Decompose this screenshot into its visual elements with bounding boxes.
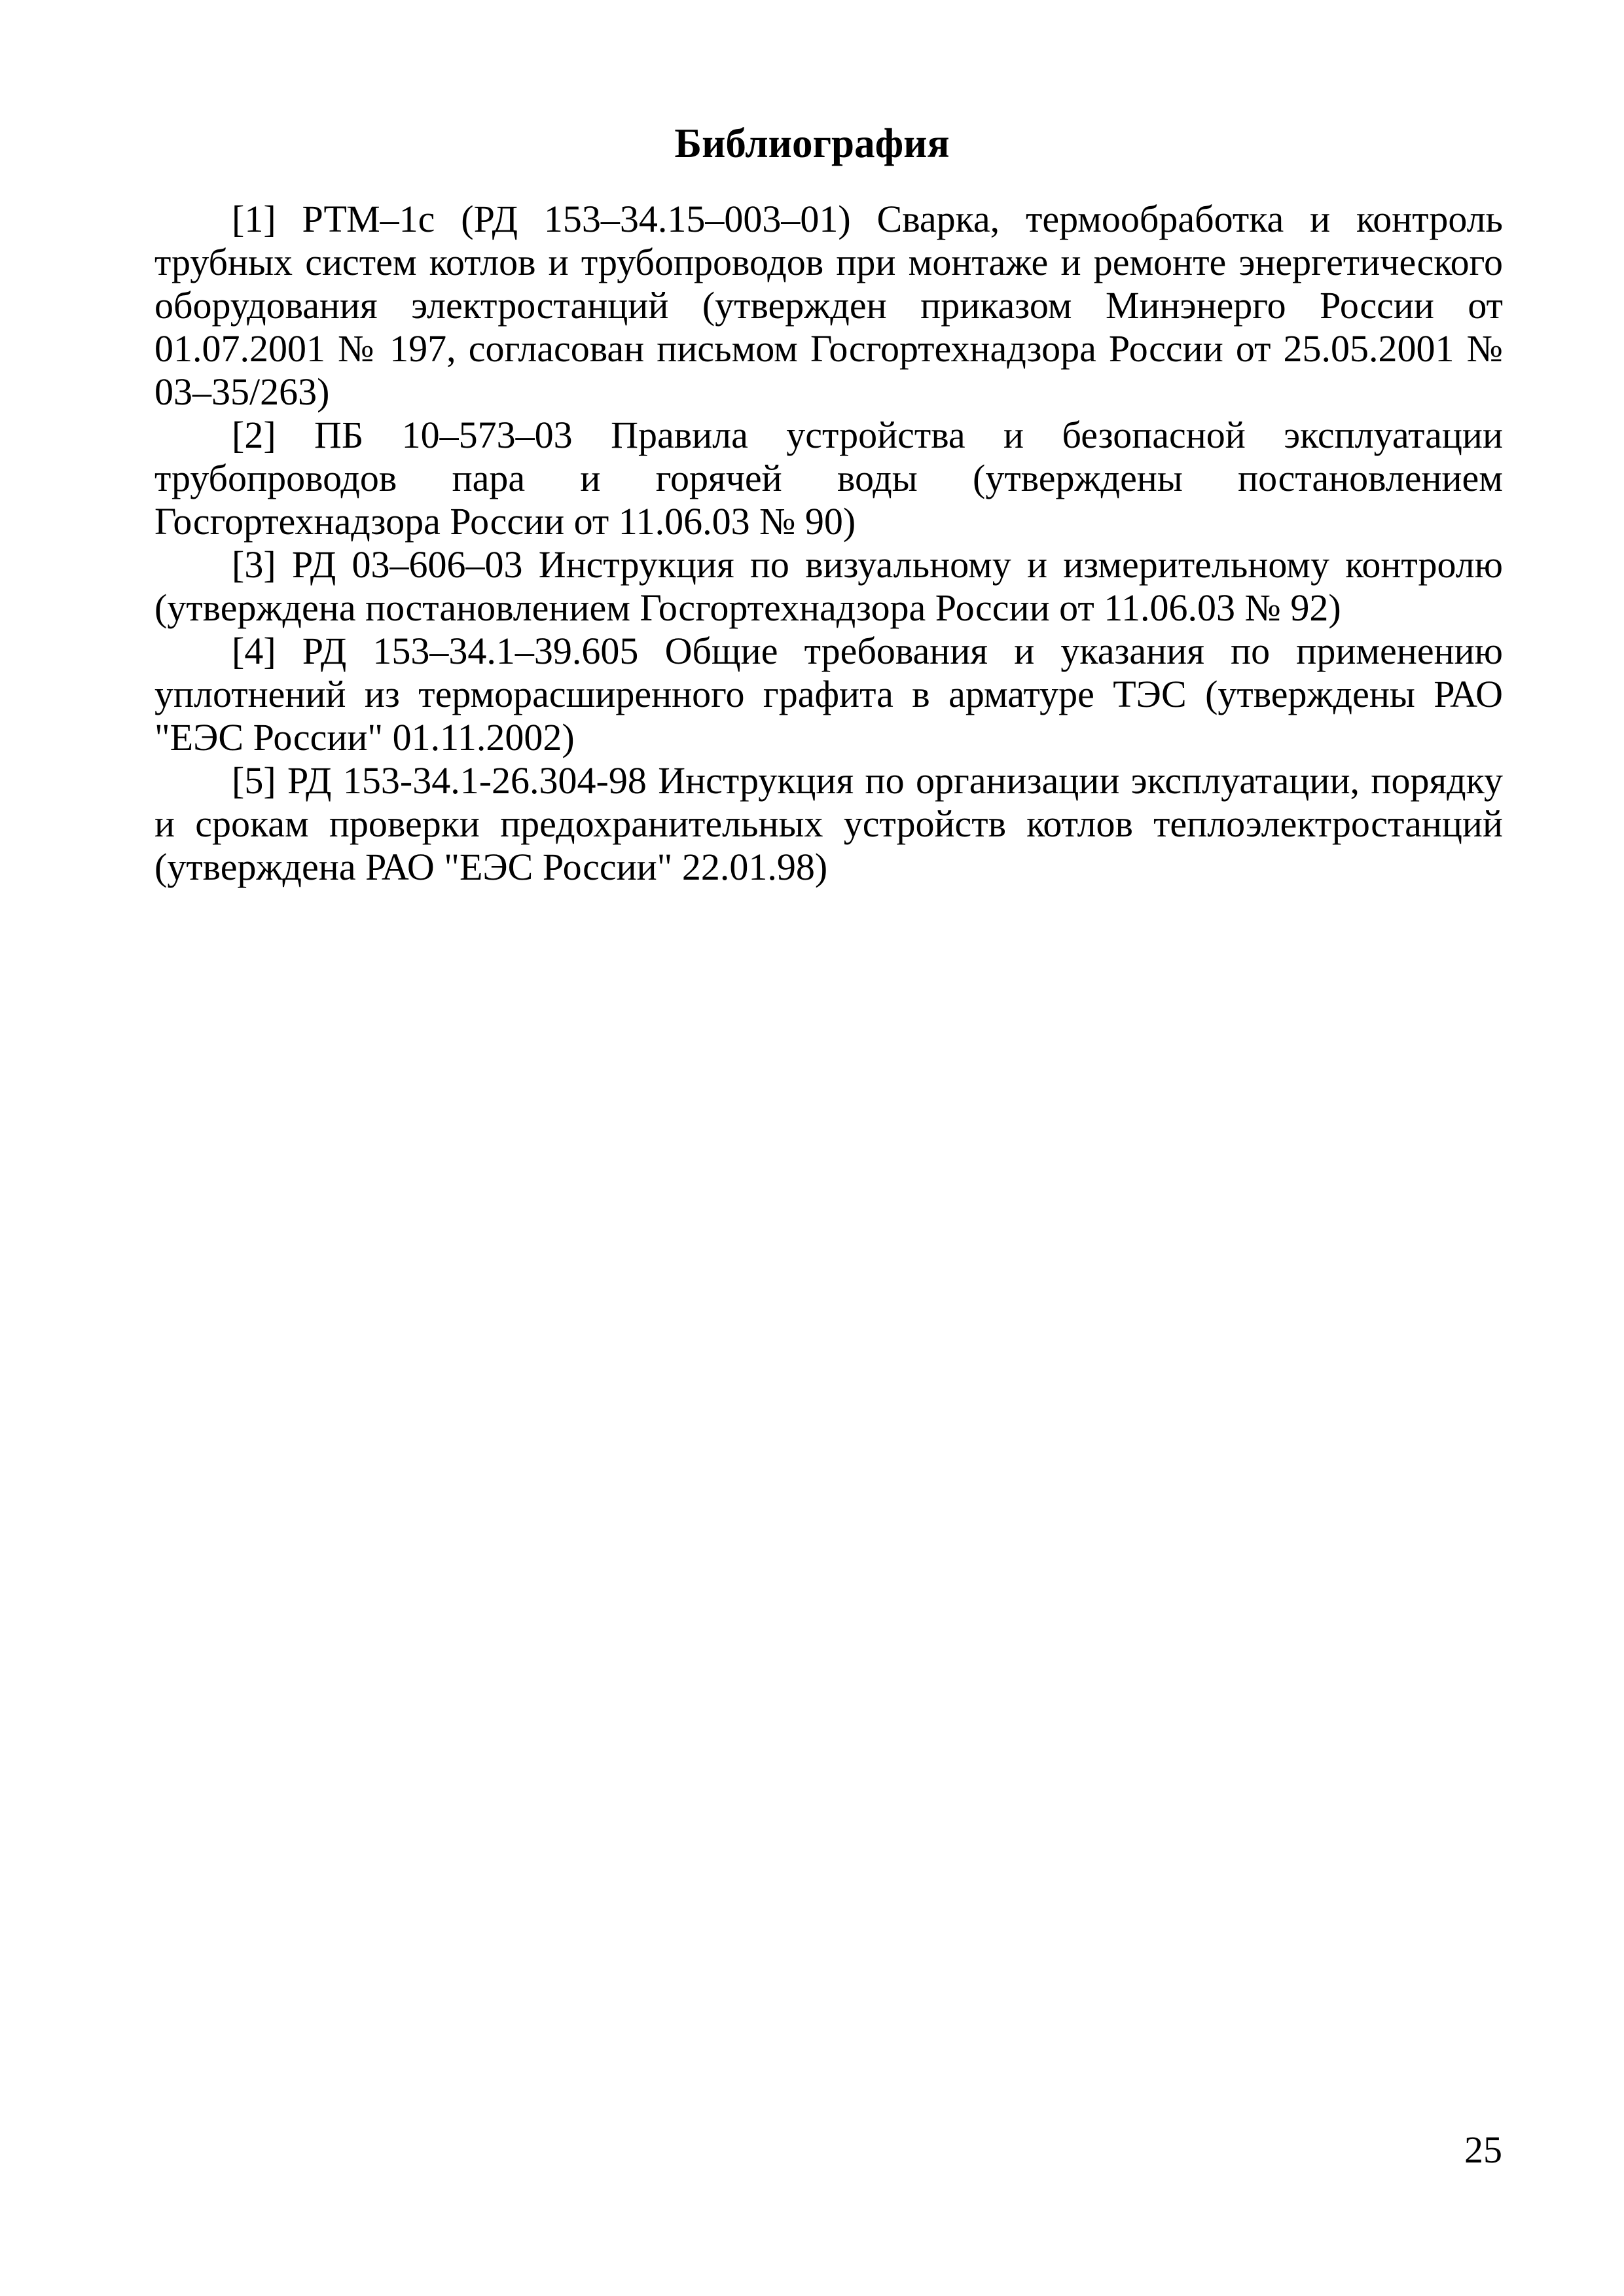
- page-number: 25: [1464, 2128, 1502, 2171]
- page-title: Библиография: [674, 120, 950, 166]
- bibliography-entry-5: [5] РД 153-34.1-26.304-98 Инструкция по организации эксплуатации, порядку и срокам проверки предохранительных устройств котлов теплоэлектростанций (утверждена РАО "ЕЭС России" 22.01.98): [154, 759, 1503, 888]
- bibliography-entry-1: [1] РТМ–1с (РД 153–34.15–003–01) Сварка, термообработка и контроль трубных систем котлов и трубопроводов при монтаже и ремонте энергетического оборудования электростанций (утвержден приказом Минэнерго России от 01.07.2001 № 197, согласован письмом Госгортехнадзора России от 25.05.2001 № 03–35/263): [154, 198, 1503, 413]
- bibliography-entry-3: [3] РД 03–606–03 Инструкция по визуальному и измерительному контролю (утверждена постановлением Госгортехнадзора России от 11.06.03 № 92): [154, 543, 1503, 629]
- bibliography-list: [154, 198, 1503, 889]
- bibliography-entry-2: [2] ПБ 10–573–03 Правила устройства и безопасной эксплуатации трубопроводов пара и горячей воды (утверждены постановлением Госгортехнадзора России от 11.06.03 № 90): [154, 414, 1503, 543]
- bibliography-entry-4: [4] РД 153–34.1–39.605 Общие требования и указания по применению уплотнений из терморасширенного графита в арматуре ТЭС (утверждены РАО "ЕЭС России" 01.11.2002): [154, 630, 1503, 759]
